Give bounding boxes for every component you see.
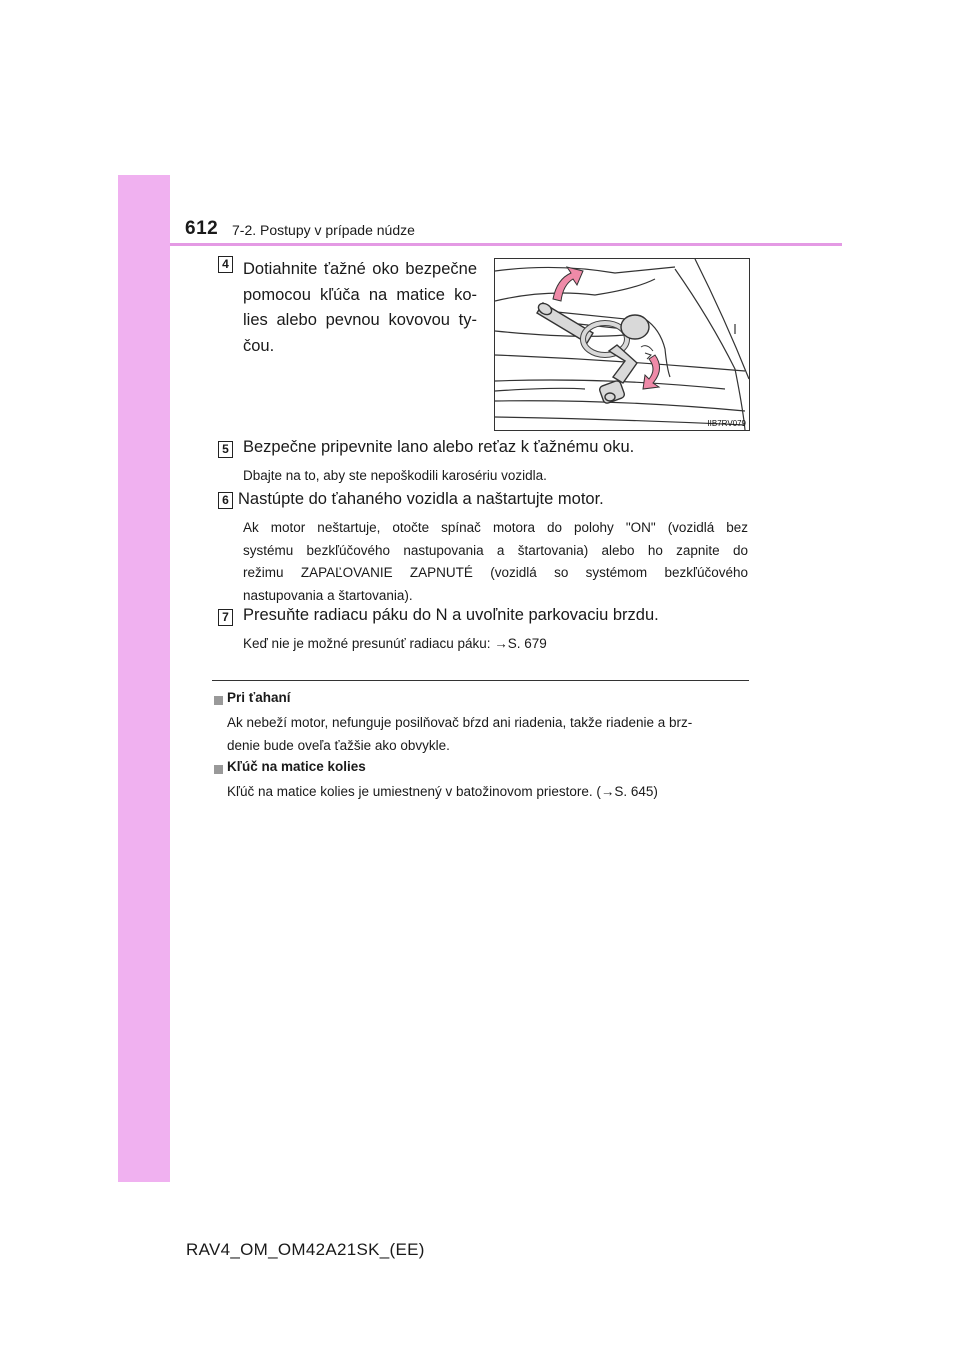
figure-code: IIB7RV079: [707, 419, 746, 428]
info-line: denie bude oveľa ťažšie ako obvykle.: [227, 737, 450, 753]
tow-eyelet-illustration: [494, 258, 750, 431]
step-6-note-line: režimu ZAPAĽOVANIE ZAPNUTÉ (vozidlá so systémom bezkľúčového: [243, 565, 748, 580]
chapter-sidebar-tab: [118, 175, 170, 1182]
step-number-5: 5: [218, 441, 233, 458]
section-divider: [212, 680, 749, 681]
step-5-note: Dbajte na to, aby ste nepoškodili karosériu vozidla.: [243, 468, 547, 483]
bullet-square-icon: [214, 696, 223, 705]
info-text-towing: [227, 712, 749, 757]
step-number-7: 7: [218, 609, 233, 626]
step-7-note: Keď nie je možné presunúť radiacu páku: →S. 679: [243, 636, 547, 651]
step-number-6: 6: [218, 492, 233, 509]
header-rule: [170, 243, 842, 246]
step-6-text: Nastúpte do ťahaného vozidla a naštartujte motor.: [238, 490, 604, 508]
step-5-text: Bezpečne pripevnite lano alebo reťaz k ťažnému oku.: [243, 438, 635, 456]
info-line: Kľúč na matice kolies je umiestnený v batožinovom priestore. (→S. 645): [227, 784, 658, 799]
info-line: Ak nebeží motor, nefunguje posilňovač bŕzd ani riadenia, takže riadenie a brz-: [227, 715, 693, 730]
step-6-note-line: nastupovania a štartovania).: [243, 587, 413, 603]
info-text-lug-wrench: [227, 781, 749, 804]
info-title-towing: Pri ťahaní: [227, 690, 291, 705]
step-6-note: [243, 517, 748, 607]
section-title: 7-2. Postupy v prípade núdze: [232, 222, 415, 238]
page-number: 612: [185, 218, 219, 239]
info-title-lug-wrench: Kľúč na matice kolies: [227, 759, 366, 774]
step-6-note-line: Ak motor neštartuje, otočte spínač motora do polohy "ON" (vozidlá bez: [243, 520, 748, 535]
step-7-text: Presuňte radiacu páku do N a uvoľnite parkovaciu brzdu.: [243, 606, 659, 624]
document-code: RAV4_OM_OM42A21SK_(EE): [186, 1240, 425, 1259]
step-4-text: Dotiahnite ťažné oko bezpečne pomocou kľúča na matice ko-lies alebo pevnou kovovou ty-čou.: [243, 260, 477, 355]
bullet-square-icon: [214, 765, 223, 774]
step-6-note-line: systému bezkľúčového nastupovania a štartovania) alebo ho zapnite do: [243, 542, 748, 558]
wrench-illustration: [495, 259, 749, 430]
step-number-4: 4: [218, 256, 233, 273]
